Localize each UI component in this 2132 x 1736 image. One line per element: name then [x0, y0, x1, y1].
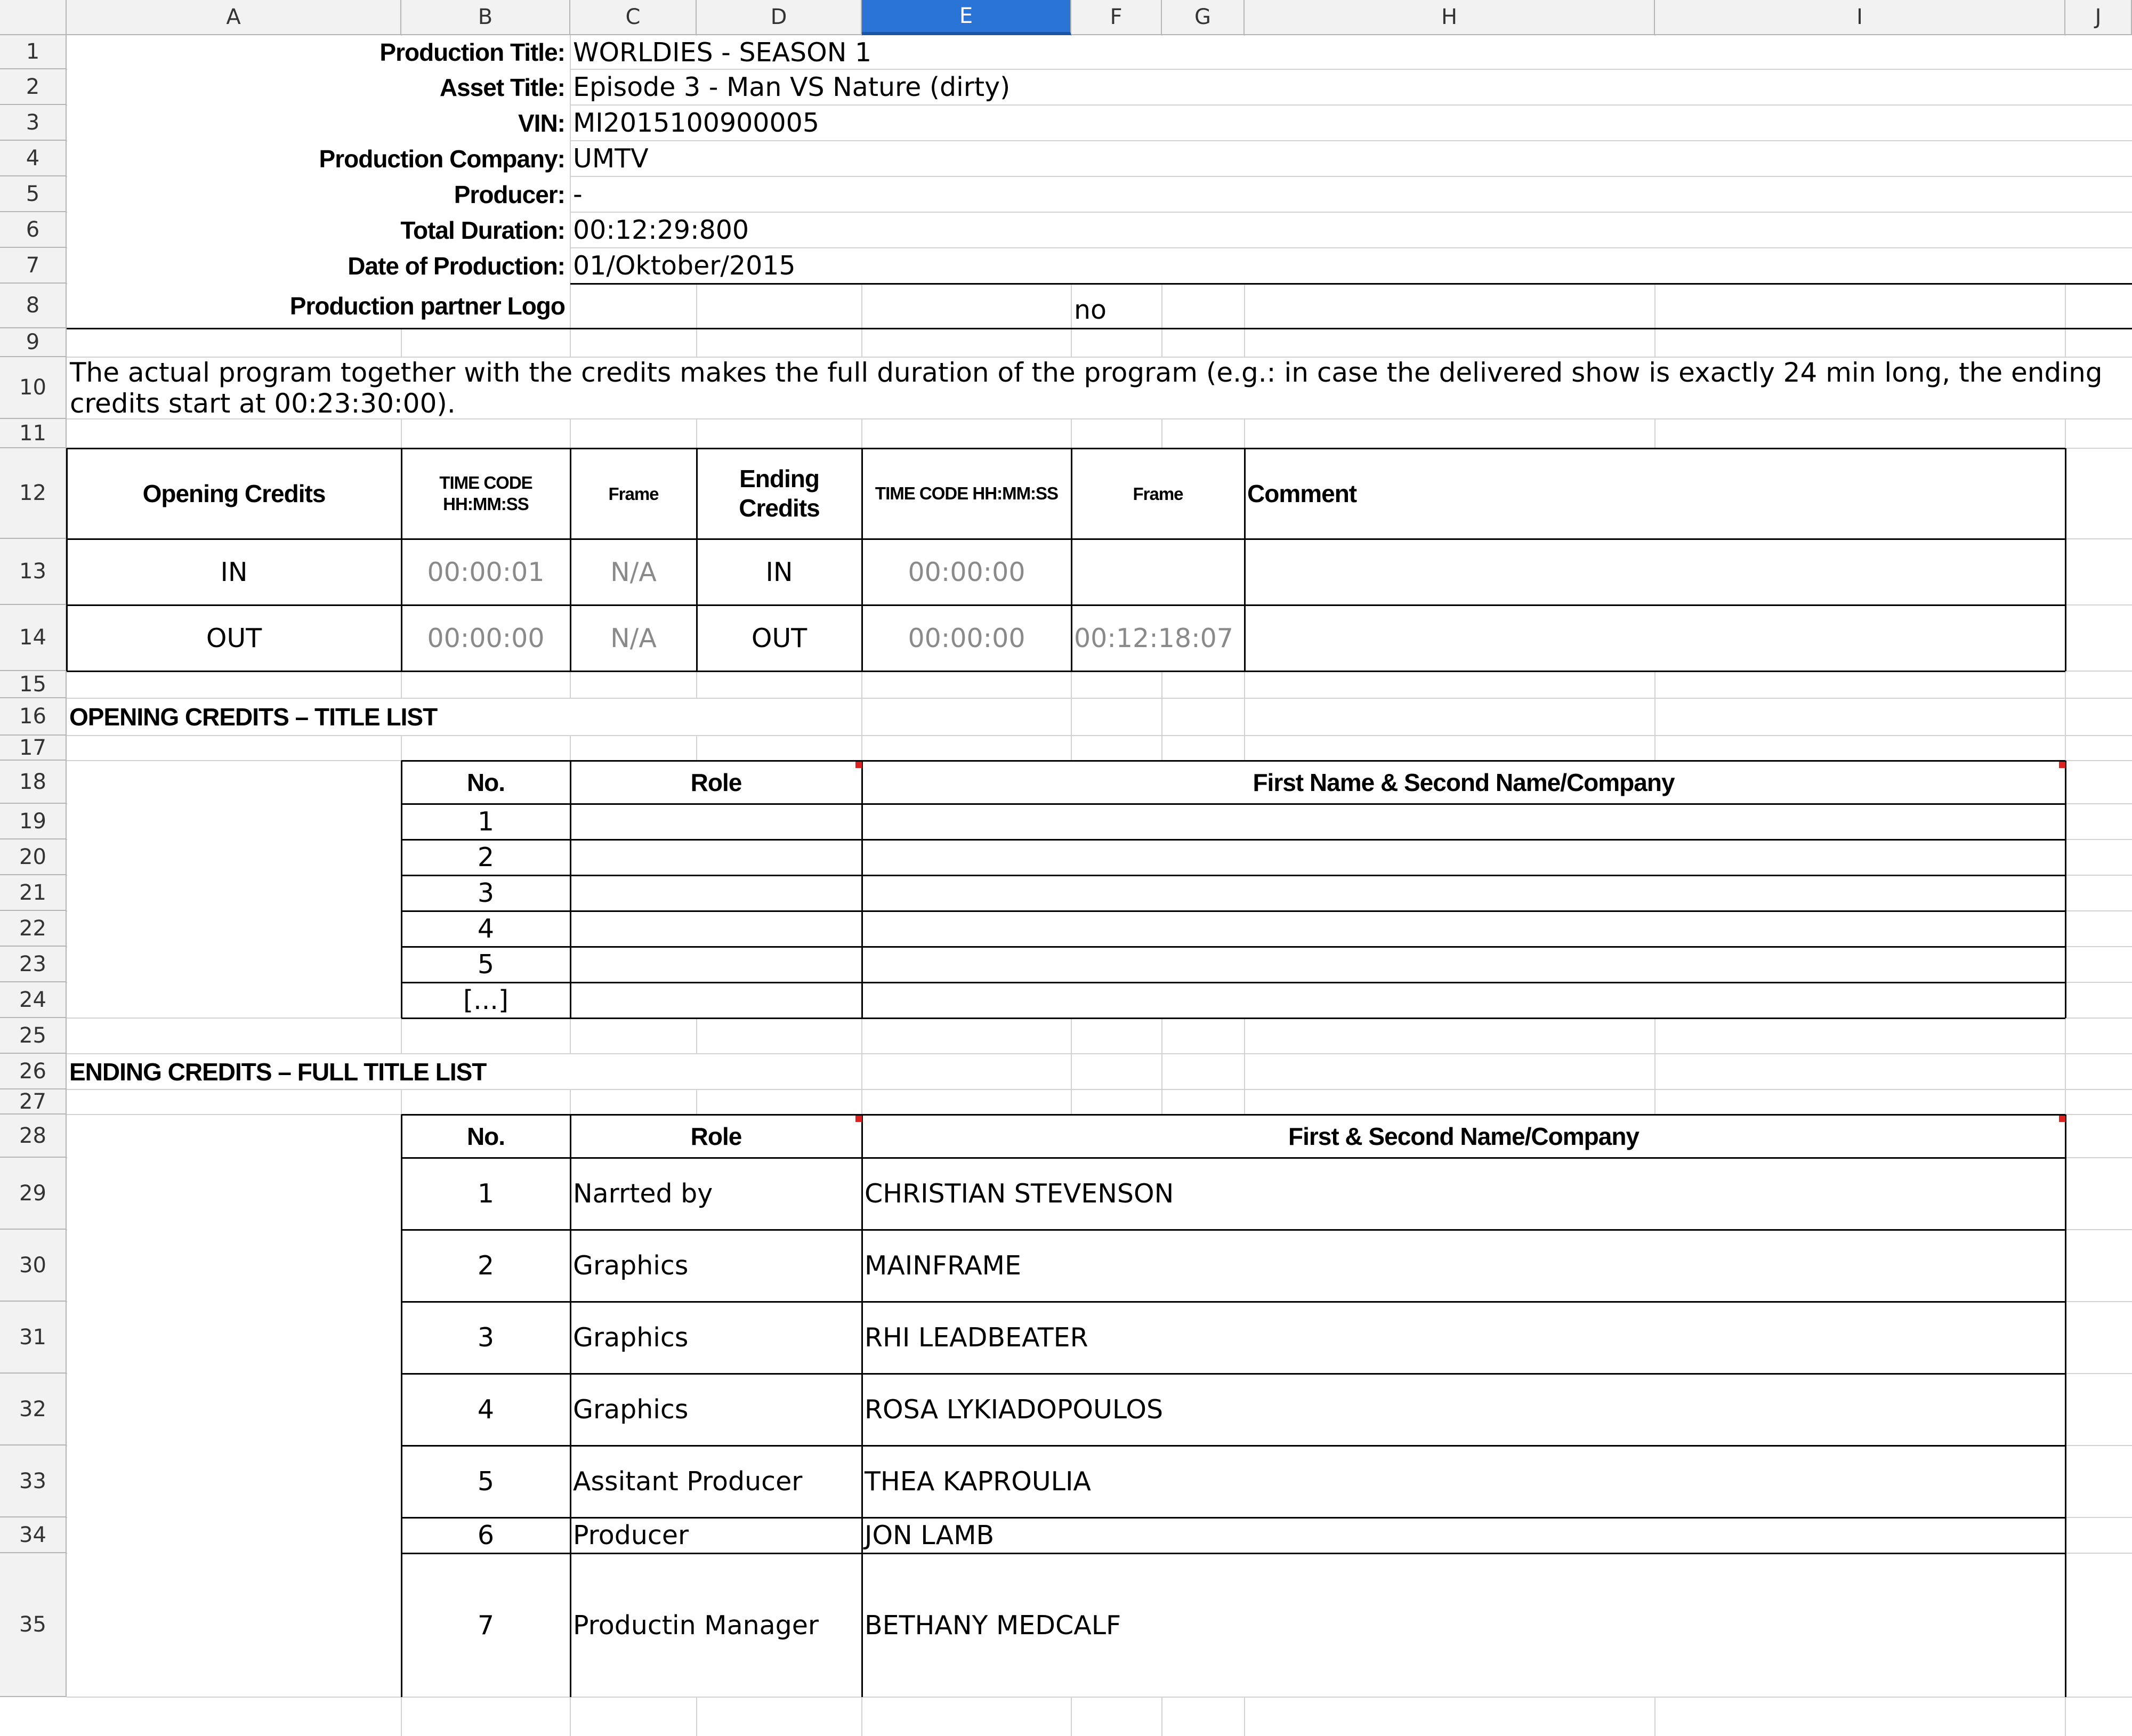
- value-production-title[interactable]: WORLDIES - SEASON 1: [573, 37, 872, 68]
- row-header-19[interactable]: 19: [0, 804, 67, 839]
- column-header-d[interactable]: D: [697, 0, 862, 35]
- ending-row-number[interactable]: 6: [477, 1520, 495, 1551]
- column-header-i[interactable]: I: [1655, 0, 2065, 35]
- row-header-6[interactable]: 6: [0, 212, 67, 248]
- opening-row-number[interactable]: 2: [477, 842, 495, 873]
- label-producer[interactable]: Producer:: [454, 180, 565, 208]
- opening-row-role[interactable]: [570, 947, 862, 982]
- row-header-7[interactable]: 7: [0, 248, 67, 284]
- opening-in-label[interactable]: IN: [220, 556, 248, 587]
- row-header-24[interactable]: 24: [0, 982, 67, 1018]
- col-header-no[interactable]: No.: [466, 1122, 505, 1150]
- row-header-35[interactable]: 35: [0, 1553, 67, 1697]
- section-title-ending-credits[interactable]: ENDING CREDITS – FULL TITLE LIST: [69, 1057, 487, 1086]
- opening-row-number[interactable]: 4: [477, 914, 495, 944]
- column-header-a[interactable]: A: [67, 0, 401, 35]
- label-duration[interactable]: Total Duration:: [400, 216, 565, 244]
- value-duration[interactable]: 00:12:29:800: [573, 215, 749, 245]
- row-header-16[interactable]: 16: [0, 698, 67, 736]
- ending-row-role[interactable]: Graphics: [573, 1250, 689, 1281]
- row-header-13[interactable]: 13: [0, 539, 67, 605]
- opening-row-role[interactable]: [570, 982, 862, 1018]
- ending-row-number[interactable]: 7: [477, 1610, 495, 1641]
- row-header-14[interactable]: 14: [0, 605, 67, 671]
- column-header-c[interactable]: C: [570, 0, 697, 35]
- column-header-b[interactable]: B: [401, 0, 570, 35]
- ending-row-role[interactable]: Graphics: [573, 1394, 689, 1425]
- row-header-10[interactable]: 10: [0, 357, 67, 419]
- header-comment[interactable]: Comment: [1247, 480, 1357, 507]
- value-vin[interactable]: MI2015100900005: [573, 108, 820, 138]
- opening-row-number[interactable]: 5: [477, 949, 495, 980]
- column-header-j[interactable]: J: [2065, 0, 2132, 35]
- label-asset-title[interactable]: Asset Title:: [439, 73, 565, 101]
- row-header-17[interactable]: 17: [0, 736, 67, 761]
- ending-row-name[interactable]: BETHANY MEDCALF: [865, 1610, 1121, 1641]
- opening-row-number[interactable]: 3: [477, 878, 495, 908]
- column-header-e[interactable]: E: [862, 0, 1071, 35]
- row-header-15[interactable]: 15: [0, 671, 67, 698]
- opening-out-timecode[interactable]: 00:00:00: [427, 623, 545, 653]
- header-opening-credits[interactable]: Opening Credits: [142, 480, 326, 507]
- opening-row-number[interactable]: [...]: [463, 985, 508, 1015]
- merged-cell-bg: [67, 761, 401, 1018]
- merged-cell-bg: [67, 1115, 401, 1697]
- ending-in-timecode[interactable]: 00:00:00: [908, 556, 1025, 587]
- ending-row-number[interactable]: 5: [477, 1466, 495, 1497]
- label-production-title[interactable]: Production Title:: [379, 38, 565, 66]
- ending-row-name[interactable]: MAINFRAME: [865, 1250, 1021, 1281]
- col-header-name[interactable]: First Name & Second Name/Company: [1253, 768, 1675, 796]
- opening-row-name[interactable]: [862, 804, 2065, 839]
- ending-row-role[interactable]: Graphics: [573, 1322, 689, 1353]
- row-header-28[interactable]: 28: [0, 1115, 67, 1158]
- ending-row-name[interactable]: RHI LEADBEATER: [865, 1322, 1088, 1353]
- col-header-role[interactable]: Role: [690, 1122, 742, 1150]
- value-company[interactable]: UMTV: [573, 143, 649, 174]
- row-header-23[interactable]: 23: [0, 947, 67, 982]
- row-header-12[interactable]: 12: [0, 448, 67, 539]
- header-frame[interactable]: Frame: [608, 483, 659, 504]
- row-header-30[interactable]: 30: [0, 1230, 67, 1302]
- row-header-8[interactable]: 8: [0, 284, 67, 328]
- opening-row-name[interactable]: [862, 947, 2065, 982]
- cell-border: [2065, 448, 2066, 671]
- ending-row-name[interactable]: CHRISTIAN STEVENSON: [865, 1178, 1174, 1209]
- row-header-4[interactable]: 4: [0, 141, 67, 176]
- ending-row-number[interactable]: 3: [477, 1322, 495, 1353]
- opening-row-role[interactable]: [570, 804, 862, 839]
- ending-row-number[interactable]: 2: [477, 1250, 495, 1281]
- merged-cell-bg: [1245, 605, 2065, 671]
- column-header-g[interactable]: G: [1162, 0, 1245, 35]
- ending-row-number[interactable]: 1: [477, 1178, 495, 1209]
- row-header-5[interactable]: 5: [0, 176, 67, 212]
- ending-in-label[interactable]: IN: [765, 556, 793, 587]
- row-header-20[interactable]: 20: [0, 839, 67, 875]
- value-producer[interactable]: -: [573, 179, 583, 209]
- row-header-18[interactable]: 18: [0, 761, 67, 804]
- ending-row-name[interactable]: JON LAMB: [865, 1520, 995, 1551]
- header-time-code-2[interactable]: TIME CODE HH:MM:SS: [875, 483, 1059, 504]
- value-production-partner-logo[interactable]: no: [1074, 294, 1107, 325]
- opening-row-name[interactable]: [862, 875, 2065, 911]
- row-header-29[interactable]: 29: [0, 1158, 67, 1230]
- ending-row-role[interactable]: Narrted by: [573, 1178, 713, 1209]
- column-header-f[interactable]: F: [1071, 0, 1162, 35]
- merged-cell-bg: [1245, 539, 2065, 604]
- opening-row-name[interactable]: [862, 911, 2065, 947]
- ending-row-role[interactable]: Producer: [573, 1520, 689, 1551]
- label-production-partner-logo[interactable]: Production partner Logo: [289, 292, 565, 320]
- header-ending-credits[interactable]: Ending Credits: [739, 464, 820, 522]
- row-header-2[interactable]: 2: [0, 69, 67, 105]
- value-date[interactable]: 01/Oktober/2015: [573, 251, 796, 281]
- ending-out-label[interactable]: OUT: [751, 623, 807, 653]
- ending-row-role[interactable]: Productin Manager: [573, 1610, 819, 1641]
- program-duration-note[interactable]: The actual program together with the credits makes the full duration of the program (e.g.: in case the delivered show is exactly 24 min long, the ending credits start at 00:23:30:00).: [70, 357, 2103, 419]
- opening-row-number[interactable]: 1: [477, 806, 495, 837]
- opening-row-name[interactable]: [862, 982, 2065, 1018]
- row-header-9[interactable]: 9: [0, 328, 67, 357]
- header-frame-2[interactable]: Frame: [1133, 483, 1183, 504]
- row-header-3[interactable]: 3: [0, 105, 67, 141]
- opening-row-role[interactable]: [570, 875, 862, 911]
- row-header-11[interactable]: 11: [0, 419, 67, 448]
- opening-row-name[interactable]: [862, 839, 2065, 875]
- ending-out-timecode[interactable]: 00:00:00: [908, 623, 1025, 653]
- row-header-32[interactable]: 32: [0, 1374, 67, 1446]
- row-header-22[interactable]: 22: [0, 911, 67, 947]
- row-header-26[interactable]: 26: [0, 1054, 67, 1089]
- opening-row-role[interactable]: [570, 911, 862, 947]
- ending-row-name[interactable]: ROSA LYKIADOPOULOS: [865, 1394, 1164, 1425]
- select-all-corner[interactable]: [0, 0, 67, 35]
- row-header-31[interactable]: 31: [0, 1302, 67, 1374]
- row-header-27[interactable]: 27: [0, 1089, 67, 1115]
- header-time-code[interactable]: TIME CODE HH:MM:SS: [439, 473, 532, 514]
- label-vin[interactable]: VIN:: [518, 109, 565, 137]
- ending-out-frame[interactable]: 00:12:18:07: [1074, 623, 1233, 653]
- row-header-34[interactable]: 34: [0, 1517, 67, 1553]
- col-header-role[interactable]: Role: [690, 768, 742, 796]
- opening-out-frame[interactable]: N/A: [610, 623, 657, 653]
- ending-row-name[interactable]: THEA KAPROULIA: [865, 1466, 1091, 1497]
- opening-in-timecode[interactable]: 00:00:01: [427, 556, 545, 587]
- row-header-21[interactable]: 21: [0, 875, 67, 911]
- row-header-25[interactable]: 25: [0, 1018, 67, 1054]
- ending-row-role[interactable]: Assitant Producer: [573, 1466, 803, 1497]
- col-header-name[interactable]: First & Second Name/Company: [1288, 1122, 1640, 1150]
- merged-cell-bg: [1072, 539, 1244, 604]
- opening-row-role[interactable]: [570, 839, 862, 875]
- row-header-33[interactable]: 33: [0, 1446, 67, 1517]
- column-header-h[interactable]: H: [1245, 0, 1655, 35]
- label-company[interactable]: Production Company:: [319, 144, 565, 173]
- opening-in-frame[interactable]: N/A: [610, 556, 657, 587]
- label-date[interactable]: Date of Production:: [348, 252, 565, 280]
- section-title-opening-credits[interactable]: OPENING CREDITS – TITLE LIST: [69, 703, 438, 731]
- value-asset-title[interactable]: Episode 3 - Man VS Nature (dirty): [573, 72, 1011, 102]
- col-header-no[interactable]: No.: [466, 768, 505, 796]
- ending-row-number[interactable]: 4: [477, 1394, 495, 1425]
- opening-out-label[interactable]: OUT: [206, 623, 262, 653]
- row-header-1[interactable]: 1: [0, 35, 67, 69]
